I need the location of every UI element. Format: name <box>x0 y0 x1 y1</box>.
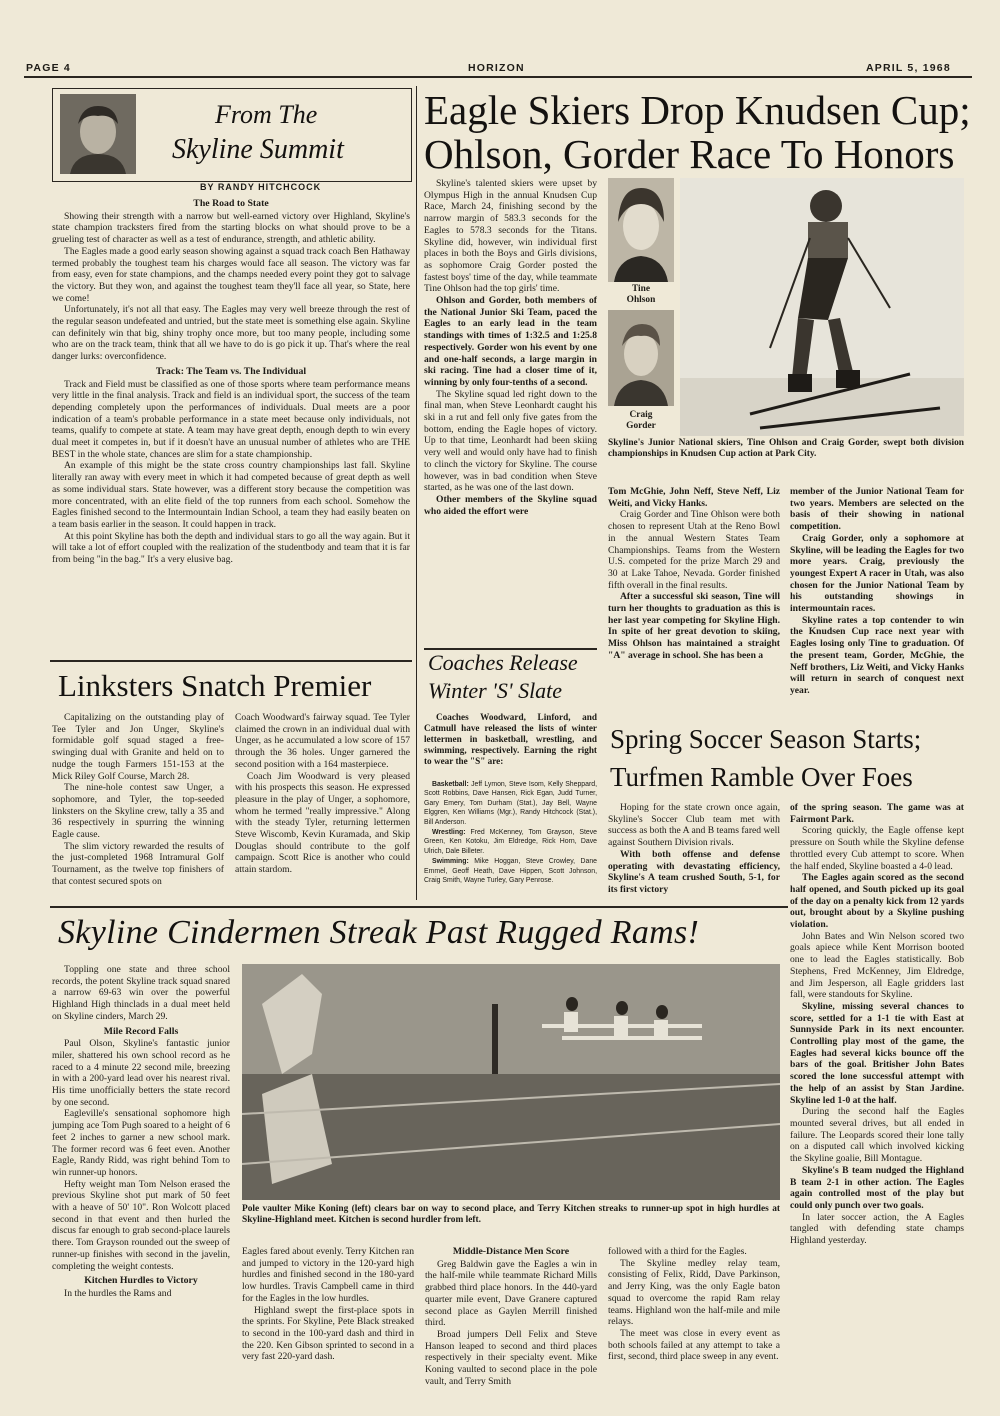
track-paragraph: Hefty weight man Tom Nelson erased the previous Skyline shot put mark of 50 feet with a heave of 50' 10". Ron Wolcott placed second in that event and then hurled the discus far enough to grab second-place laurels there. Tom Grayson rounded out the sweep of runner-up finishes with second in the javelin, completing the weight contests. <box>52 1178 230 1272</box>
soccer-paragraph: Scoring quickly, the Eagle offense kept pressure on South while the Skyline defense throttled every Cub attempt to score. When the half ended, Skyline boasted a 4-0 lead. <box>790 825 964 872</box>
golf-paragraph: Capitalizing on the outstanding play of Tee Tyler and Jon Unger, Skyline's formidable golf squad staged a free-swinging dual with Granite and held on to nudge the tough Farmers 151-153 at the Mick Riley Golf Course, March 28. <box>52 712 224 782</box>
wrestling-label: Wrestling: <box>432 829 466 837</box>
column-paragraph: Showing their strength with a narrow but well-earned victory over Highland, Skyline's state champion tracksters fired from the starting blocks on what should prove to be a grueling test of character as well as a test of endurance, strength, and athletic ability. <box>52 210 410 246</box>
gorder-last-name: Gorder <box>626 421 656 431</box>
soccer-paragraph: Skyline's B team nudged the Highland B team 2-1 in other action. The Eagles again controlled most of the play but could only punch over two goals. <box>790 1164 964 1211</box>
swimming-list <box>424 857 597 885</box>
golf-paragraph: Coach Woodward's fairway squad. Tee Tyler claimed the crown in an individual dual with Unger, as he accumulated a low score of 157 through the 36 holes. Unger garnered the second position with a 164 masterpiece. <box>235 712 410 770</box>
ski-paragraph: Skyline rates a top contender to win the Knudsen Cup race next year with Eagles losing only Tine to graduation. Of the present team, Gorder, McGhie, the Neff brothers, Liz Weiti, and Vicky Hanks will return in search of conquest next year. <box>790 614 964 696</box>
golf-paragraph: Coach Jim Woodward is very pleased with his prospects this season. He expressed pleasure in the play of Unger, a sophomore, whom he termed "really impressive." Along with the steady Tyler, returning lettermen Steve Wiscomb, Kevin Kuramada, and Skip Douglas should contribute to the golf campaign. Scott Rice is another who could attain stardom. <box>235 770 410 876</box>
ski-paragraph: Tom McGhie, John Neff, Steve Neff, Liz Weiti, and Vicky Hanks. <box>608 486 780 509</box>
golf-col-1 <box>52 712 224 897</box>
basketball-names: Jeff Lymon, Steve Isom, Kelly Sheppard, Scott Robbins, Dave Hansen, Rick Egan, Judd Turner, Gary Emery, Tom Durham (Stat.), Jay Bell, Wayne Elggren, Ken Williams (Mgr.), Randy Hitchcock (Stat.), Bill Anderson. <box>424 781 597 826</box>
track-col-4 <box>608 1246 780 1409</box>
column-body <box>52 195 410 650</box>
track-subhead-hurdles: Kitchen Hurdles to Victory <box>84 1275 198 1287</box>
golf-paragraph: The nine-hole contest saw Unger, a sophomore, and Tyler, the top-seeded linksters on the Skyline crew, tally a 35 and 36 respectively in spurring the winning Eagle cause. <box>52 782 224 841</box>
author-photo <box>60 94 136 174</box>
soccer-paragraph: During the second half the Eagles mounted several drives, but all ended in failure. The Leopards scored their lone tally on a disputed call which involved kicking the Skyline goalie, Bill Montague. <box>790 1106 964 1165</box>
track-paragraph: Broad jumpers Dell Felix and Steve Hanson leaped to second and third places respectively in their specialty event. Mike Koning vaulted to second place in the pole vault, and Terry Smith <box>425 1328 597 1387</box>
track-col-1 <box>52 964 230 1409</box>
track-photo-caption: Pole vaulter Mike Koning (left) clears bar on way to second place, and Terry Kitchen streaks to runner-up spot in high hurdles at Skyline-Highland meet. Kitchen is second hurdler from left. <box>242 1204 780 1226</box>
gorder-photo <box>608 310 674 406</box>
coaches-letter-lists <box>424 780 597 900</box>
ski-col-3 <box>790 486 964 696</box>
golf-headline: Linksters Snatch Premier <box>58 668 372 703</box>
soccer-paragraph: of the spring season. The game was at Fairmont Park. <box>790 802 964 825</box>
ohlson-last-name: Ohlson <box>626 295 656 305</box>
track-paragraph: Toppling one state and three school records, the potent Skyline track squad snared a narrow 69-63 win over the powerful Highland High thinclads in a dual meet held on Skyline cinders, March 29. <box>52 964 230 1022</box>
coaches-intro <box>424 712 597 778</box>
ski-headline-line2: Ohlson, Gorder Race To Honors <box>424 131 955 177</box>
gorder-first-name: Craig <box>629 410 653 420</box>
track-subhead-middle: Middle-Distance Men Score <box>452 1246 570 1257</box>
ohlson-first-name: Tine <box>631 284 651 294</box>
basketball-list <box>424 780 597 827</box>
soccer-paragraph: The Eagles again scored as the second half opened, and South picked up its goal of the day on a penalty kick from 12 yards out, brought about by a Skyline pushing violation. <box>790 872 964 931</box>
column-paragraph: The Eagles made a good early season showing against a squad track coach Ben Hathaway termed probably the toughest team his charges would face all season. The victory was far from easy, even for state champions, and the champs needed every point they got to salvage the victory. But they won, and against the toughest team they'll face all year, so State, here we come! <box>52 245 410 304</box>
track-meet-photo <box>242 964 780 1200</box>
soccer-paragraph: With both offense and defense operating with devastating efficiency, Skyline's A team crushed South, 5-1, for its first victory <box>608 848 780 895</box>
column-paragraph: Unfortunately, it's not all that easy. The Eagles may very well breeze through the rest of the regular season undefeated and untried, but the state meet is something else again. Skyline can definitely win that big, shiny trophy once more, but too many people, including some who are on the track team, think that all we have to do is go pick it up. That's where the real danger lurks: overconfidence. <box>52 304 410 363</box>
column-subhead-team: Track: The Team vs. The Individual <box>155 365 307 377</box>
track-section-rule <box>50 906 788 908</box>
page-number: PAGE 4 <box>26 62 71 74</box>
ski-col-2 <box>608 486 780 686</box>
ski-paragraph: Craig Gorder and Tine Ohlson were both chosen to represent Utah at the Reno Bowl in the annual Western States Team Championships. Teams from the Western U.S. competed for the prize March 29 and 30 at Lake Tahoe, Nevada. Gorder finished fifth overall in the final results. <box>608 509 780 591</box>
ski-paragraph: The Skyline squad led right down to the final man, when Steve Leonhardt caught his ski in a rut and fell only five gates from the bottom, ending the Eagle hopes of victory. Up to that time, Leonhardt had been skiing very well and would only have had to finish to clinch the victory for Skyline. The course however, was in bad condition when Steve started, as he was one of the last down. <box>424 388 597 494</box>
swimming-label: Swimming: <box>432 858 469 866</box>
paper-name: HORIZON <box>468 62 525 74</box>
soccer-paragraph: In later soccer action, the A Eagles tangled with defending state champs Highland yesterday. <box>790 1211 964 1247</box>
column-subhead-road: The Road to State <box>193 198 269 209</box>
column-title-line1: From The <box>215 100 318 129</box>
ski-paragraph: After a successful ski season, Tine will turn her thoughts to graduation as this is her last year competing for Skyline High. In spite of her great devotion to skiing, Miss Ohlson has maintained a straight "A" average in school. She has been a <box>608 591 780 661</box>
track-subhead-mile: Mile Record Falls <box>103 1025 179 1037</box>
soccer-paragraph: Skyline, missing several chances to score, settled for a 1-1 tie with East at Sunnyside Park in its next encounter. Controlling play most of the game, the Eagles had several kicks bounce off the bars of the goal. Britisher John Bates scored the lone successful attempt with the help of an assist by Stan Jardine. Skyline led 1-0 at the half. <box>790 1000 964 1106</box>
track-paragraph: In the hurdles the Rams and <box>64 1287 172 1299</box>
column-paragraph: An example of this might be the state cross country championships last fall. Skyline literally ran away with every meet in which it had competed because of great depth as well as some individual stars. State however, was a different story because the competition was more concentrated, with an elite field of the top runners from each school. Somehow the Eagles finished second to the Intermountain Indian School, a team they had easily beaten on a team basis earlier in the season. It could happen in track. <box>52 460 410 530</box>
skier-action-photo <box>680 178 964 436</box>
issue-date: APRIL 5, 1968 <box>866 62 951 74</box>
track-paragraph: Highland swept the first-place spots in the sprints. For Skyline, Pete Black streaked to second in the 100-yard dash and third in the 220. Ken Gibson sprinted to second in a very fast 220-yard dash. <box>242 1304 414 1363</box>
column-title-line2: Skyline Summit <box>172 134 344 165</box>
ski-paragraph: Ohlson and Gorder, both members of the National Junior Ski Team, paced the Eagles to an early lead in the team standings with times of 1:32.5 and 1:25.8 respectively. Gorder won his event by one and one-half seconds, a large margin in ski racing. Tine had a closer time of it, winning by only four-tenths of a second. <box>424 295 597 388</box>
ski-paragraph: Craig Gorder, only a sophomore at Skyline, will be leading the Eagles for two more years. Craig, previously the youngest Expert A racer in Utah, was also chosen for the Junior National Team by his outstanding showings in intermountain races. <box>790 532 964 615</box>
ski-paragraph: Skyline's talented skiers were upset by Olympus High in the annual Knudsen Cup Race, March 24, finishing second by the narrow margin of 583.3 seconds for the Eagles to 578.3 seconds for the Titans. Skyline did, however, win individual first places in both the Boys and Girls divisions, as sophomore Craig Gorder posted the fastest boys' time of the day, while teammate Tine Ohlson had the top girls' time. <box>424 178 597 295</box>
soccer-col-1 <box>608 802 780 902</box>
track-paragraph: Paul Olson, Skyline's fantastic junior miler, shattered his own school record as he raced to a 4 minute 22 second mile, breezing in with a 200-yard lead over his nearest rival. His time unofficially betters the state record by one second. <box>52 1038 230 1108</box>
track-paragraph: The Skyline medley relay team, consisting of Felix, Ridd, Dave Parkinson, and Jerry King, was the only Eagle baton squad to overcome the rapid Ram relay teams. Highland won the half-mile and mile relays. <box>608 1257 780 1328</box>
swimming-names: Mike Hoggan, Steve Crowley, Dane Emmel, Geoff Heath, Dave Hippen, Scott Johnson, Craig Smith, Wayne Turley, Gary Penrose. <box>424 858 597 885</box>
ski-headline-line1: Eagle Skiers Drop Knudsen Cup; <box>424 87 971 133</box>
wrestling-list <box>424 828 597 856</box>
gorder-label <box>608 410 674 432</box>
column-gutter-rule <box>416 86 417 900</box>
soccer-paragraph: Hoping for the state crown once again, Skyline's Soccer Club team met with success as both the A and B teams fared well against Southern Division rivals. <box>608 802 780 849</box>
ski-paragraph: Other members of the Skyline squad who aided the effort were <box>424 493 597 517</box>
track-paragraph: Eagleville's sensational sophomore high jumping ace Tom Pugh soared to a height of 6 feet 2 inches to garner a new school mark. The former record was 6 feet even. Another Eagle, Randy Ridd, was right behind Tom to win runner-up honors. <box>52 1108 230 1178</box>
track-paragraph: The meet was close in every event as both schools failed at any attempt to take a first, second, third place sweep in any event. <box>608 1327 780 1363</box>
masthead-rule <box>24 76 972 78</box>
soccer-col-2 <box>790 802 964 1406</box>
coaches-headline-line2: Winter 'S' Slate <box>428 678 563 703</box>
ski-paragraph: member of the Junior National Team for two years. Members are selected on the basis of their showing in national competition. <box>790 486 964 533</box>
ohlson-photo <box>608 178 674 282</box>
column-paragraph: Track and Field must be classified as one of those sports where team performance means very little in the final analysis. Track and field is an individual sport, the success of the team depending completely upon the performances of individuals. Dual meets are a poor indication of a team's probable performance in a state meet because only individuals, not teams, qualify to compete at state. A team may have great depth, enough depth to win every dual meet it competes in, but if it doesn't have an unusual number of athletes who are THE BEST in the whole state, chances are slim for a state championship. <box>52 378 410 460</box>
soccer-headline-line2: Turfmen Ramble Over Foes <box>610 762 913 792</box>
track-col-3 <box>425 1246 597 1409</box>
track-headline: Skyline Cindermen Streak Past Rugged Rams! <box>58 914 700 951</box>
soccer-paragraph: John Bates and Win Nelson scored two goals apiece while Kent Morrison booted one to lead the Eagles statistically. Bob Stephens, Fred McKenney, Jim Eldredge, and Jim Jesperson, all Eagle gridders last fall, were standouts for Skyline. <box>790 930 964 1001</box>
ski-photo-caption: Skyline's Junior National skiers, Tine Ohlson and Craig Gorder, swept both division championships in Knudsen Cup action at Park City. <box>608 438 964 460</box>
ohlson-label <box>608 284 674 306</box>
track-paragraph: followed with a third for the Eagles. <box>608 1246 747 1257</box>
basketball-label: Basketball: <box>432 781 469 788</box>
soccer-headline-line1: Spring Soccer Season Starts; <box>610 724 922 754</box>
track-col-2 <box>242 1246 414 1409</box>
column-divider <box>50 660 412 662</box>
golf-col-2 <box>235 712 410 897</box>
coaches-headline-line1: Coaches Release <box>428 650 578 675</box>
column-paragraph: At this point Skyline has both the depth and individual stars to go all the way again. But it will take a lot of effort coupled with the realization of the studentbody and team that it is far from being "in the bag." It's a very elusive bag. <box>52 530 410 566</box>
wrestling-names: Fred McKenney, Tom Grayson, Steve Green, Ken Kotoku, Jim Eldredge, Rick Horn, Dave Ulrich, Dale Billeter. <box>424 829 597 855</box>
track-paragraph: Eagles fared about evenly. Terry Kitchen ran and jumped to victory in the 120-yard high hurdles and finished second in the 180-yard low hurdles. Travis Campbell came in third for the Eagles in the low hurdles. <box>242 1246 414 1304</box>
track-paragraph: Greg Baldwin gave the Eagles a win in the half-mile while teammate Richard Mills grabbed third place honors. In the 440-yard quarter mile event, Dave Granere captured second place as Gaylen Merrill finished third. <box>425 1258 597 1329</box>
ski-col-1 <box>424 178 597 650</box>
coaches-paragraph: Coaches Woodward, Linford, and Catmull have released the lists of winter lettermen in basketball, wrestling, and swimming, respectively. Earning the right to wear the "S" are: <box>424 712 597 766</box>
golf-paragraph: The slim victory rewarded the results of the just-completed 1968 Intramural Golf Tournament, as the twelve top finishers of that contest secured spots on <box>52 840 224 887</box>
column-byline: BY RANDY HITCHCOCK <box>200 182 322 192</box>
